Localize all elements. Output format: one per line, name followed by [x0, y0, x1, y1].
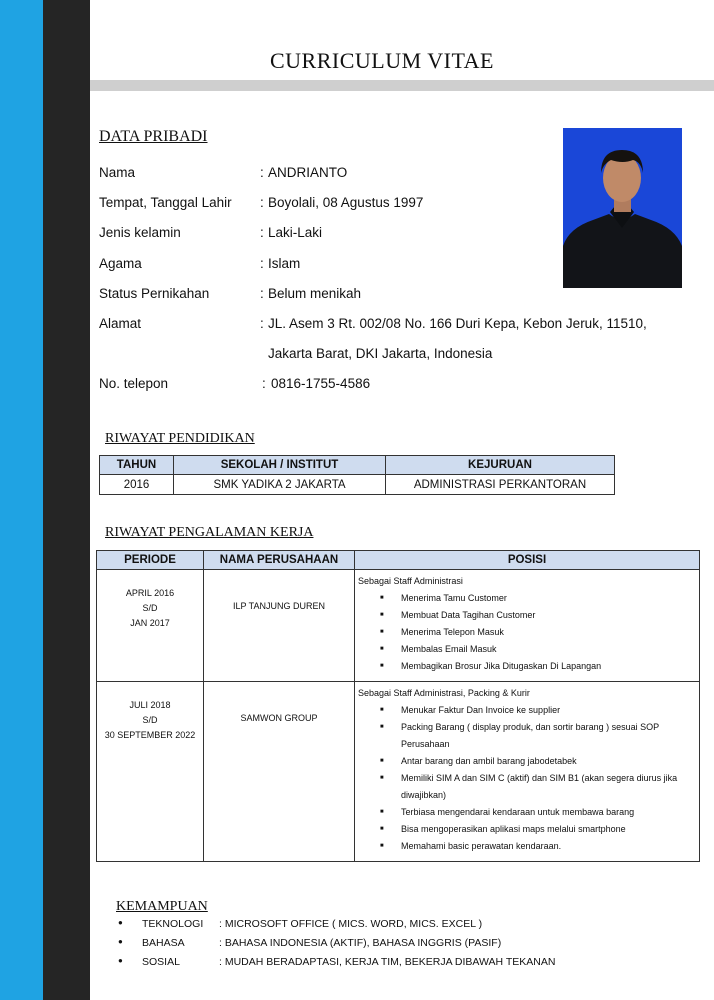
col-header-major: KEJURUAN: [386, 456, 615, 475]
list-item: ■ Menerima Telepon Masuk: [358, 624, 693, 641]
cell-period: [97, 570, 204, 682]
skill-label: SOSIAL: [142, 956, 180, 968]
skill-value: : MICROSOFT OFFICE ( MICS. WORD, MICS. EXCEL ): [219, 918, 483, 930]
info-colon: :: [260, 256, 264, 271]
section-heading-skills: KEMAMPUAN: [116, 899, 208, 914]
cell-position: [355, 682, 700, 862]
bullet-icon: ●: [118, 956, 123, 965]
info-value-address-line2: Jakarta Barat, DKI Jakarta, Indonesia: [268, 346, 493, 361]
period-start: JULI 2018: [129, 700, 171, 710]
bullet-icon: ●: [118, 918, 123, 927]
list-item: ■ Memiliki SIM A dan SIM C (aktif) dan SIM B1 (akan segera diurus jika diwajibkan): [358, 770, 693, 804]
info-value-gender: Laki-Laki: [268, 225, 323, 240]
list-item: ■ Membagikan Brosur Jika Ditugaskan Di Lapangan: [358, 658, 693, 675]
cell-company: SAMWON GROUP: [204, 682, 355, 862]
work-table: [96, 550, 700, 862]
education-table: [99, 455, 615, 495]
cell-period: [97, 682, 204, 862]
info-label-religion: Agama: [99, 256, 142, 271]
info-label-gender: Jenis kelamin: [99, 225, 181, 240]
section-heading-personal: DATA PRIBADI: [99, 128, 208, 145]
info-colon: :: [260, 195, 264, 210]
cell-company: ILP TANJUNG DUREN: [204, 570, 355, 682]
info-colon: :: [260, 286, 264, 301]
person-silhouette-icon: [563, 128, 682, 288]
col-header-position: POSISI: [355, 551, 700, 570]
title-divider: [90, 80, 714, 91]
list-item: ■ Menukar Faktur Dan Invoice ke supplier: [358, 702, 693, 719]
skill-value: : BAHASA INDONESIA (AKTIF), BAHASA INGGRIS (PASIF): [219, 937, 502, 949]
info-value-birth: Boyolali, 08 Agustus 1997: [268, 195, 424, 210]
list-item: ■ Bisa mengoperasikan aplikasi maps melalui smartphone: [358, 821, 693, 838]
info-label-marital: Status Pernikahan: [99, 286, 210, 301]
side-bar-blue: [0, 0, 43, 1000]
list-item: ■ Terbiasa mengendarai kendaraan untuk membawa barang: [358, 804, 693, 821]
section-heading-education: RIWAYAT PENDIDIKAN: [105, 431, 255, 446]
list-item: ■ Antar barang dan ambil barang jabodetabek: [358, 753, 693, 770]
col-header-company: NAMA PERUSAHAAN: [204, 551, 355, 570]
page-title: CURRICULUM VITAE: [269, 48, 494, 73]
info-label-name: Nama: [99, 165, 136, 180]
list-item: ■ Menerima Tamu Customer: [358, 590, 693, 607]
info-label-phone: No. telepon: [99, 376, 169, 391]
list-item: ■ Packing Barang ( display produk, dan sortir barang ) sesuai SOP Perusahaan: [358, 719, 693, 753]
info-value-marital: Belum menikah: [268, 286, 362, 301]
position-title: Sebagai Staff Administrasi, Packing & Kurir: [358, 688, 530, 698]
col-header-period: PERIODE: [97, 551, 204, 570]
period-separator: S/D: [142, 603, 158, 613]
position-title: Sebagai Staff Administrasi: [358, 576, 463, 586]
list-item: ■ Memahami basic perawatan kendaraan.: [358, 838, 693, 855]
duty-list: [358, 590, 693, 675]
skill-value: : MUDAH BERADAPTASI, KERJA TIM, BEKERJA DIBAWAH TEKANAN: [219, 956, 556, 968]
skill-label: BAHASA: [142, 937, 185, 949]
side-bar-black: [43, 0, 90, 1000]
period-end: JAN 2017: [130, 618, 170, 628]
bullet-icon: ●: [118, 937, 123, 946]
cell-position: [355, 570, 700, 682]
col-header-school: SEKOLAH / INSTITUT: [174, 456, 386, 475]
profile-photo: [563, 128, 682, 288]
skill-label: TEKNOLOGI: [142, 918, 204, 930]
info-colon: :: [262, 376, 266, 391]
cell-year: 2016: [100, 475, 174, 495]
cell-major: ADMINISTRASI PERKANTORAN: [386, 475, 615, 495]
table-row: [97, 570, 700, 682]
info-colon: :: [260, 165, 264, 180]
table-row: [97, 682, 700, 862]
duty-list: [358, 702, 693, 855]
info-colon: :: [260, 225, 264, 240]
list-item: ■ Membalas Email Masuk: [358, 641, 693, 658]
period-start: APRIL 2016: [125, 588, 175, 598]
section-heading-work: RIWAYAT PENGALAMAN KERJA: [105, 525, 314, 540]
info-label-birth: Tempat, Tanggal Lahir: [99, 195, 232, 210]
table-row: [100, 475, 615, 495]
list-item: ■ Membuat Data Tagihan Customer: [358, 607, 693, 624]
cell-school: SMK YADIKA 2 JAKARTA: [174, 475, 386, 495]
col-header-year: TAHUN: [100, 456, 174, 475]
education-header-row: [100, 456, 615, 475]
info-value-name: ANDRIANTO: [268, 165, 348, 180]
work-header-row: [97, 551, 700, 570]
info-colon: :: [260, 316, 264, 331]
info-value-religion: Islam: [268, 256, 301, 271]
period-end: 30 SEPTEMBER 2022: [104, 730, 196, 740]
period-separator: S/D: [142, 715, 158, 725]
info-label-address: Alamat: [99, 316, 142, 331]
info-value-address: JL. Asem 3 Rt. 002/08 No. 166 Duri Kepa, Kebon Jeruk, 11510,: [268, 316, 647, 331]
info-value-phone: 0816-1755-4586: [271, 376, 371, 391]
